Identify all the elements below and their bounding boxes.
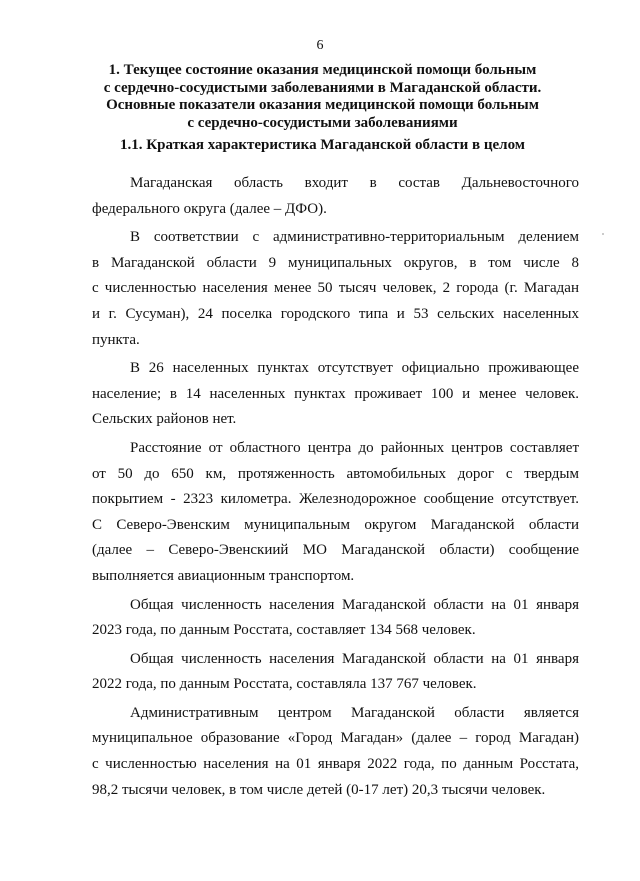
text-line: федерального округа (далее – ДФО).: [92, 200, 327, 217]
text-line: 2023 года, по данным Росстата, составляет 134 568 человек.: [92, 622, 476, 639]
text-line: от 50 до 650 км, протяженность автомобильных дорог с твердым: [92, 465, 579, 482]
paragraph: [92, 171, 579, 222]
paragraph: [92, 225, 579, 353]
text-line: 98,2 тысячи человек, в том числе детей (0-17 лет) 20,3 тысячи человек.: [92, 781, 546, 798]
body-text: [92, 171, 579, 806]
heading-line: с сердечно-сосудистыми заболеваниями в Магаданской области.: [103, 79, 542, 96]
text-line: выполняется авиационным транспортом.: [92, 567, 355, 584]
text-line: Расстояние от областного центра до районных центров составляет: [130, 439, 579, 456]
text-line: Сельских районов нет.: [92, 411, 237, 428]
text-line: В 26 населенных пунктах отсутствует официально проживающее: [130, 360, 579, 377]
subsection-heading: 1.1. Краткая характеристика Магаданской области в целом: [119, 137, 525, 153]
paragraph: [92, 593, 579, 644]
heading-line: Основные показатели оказания медицинской помощи больным: [106, 97, 539, 114]
text-line: Административным центром Магаданской области является: [130, 704, 579, 721]
text-line: с численностью населения менее 50 тысяч человек, 2 города (г. Магадан: [92, 280, 579, 297]
scan-mark: [602, 233, 604, 235]
text-line: муниципальное образование «Город Магадан» (далее – город Магадан): [92, 730, 579, 747]
paragraph: [92, 701, 579, 803]
paragraph: [92, 647, 579, 698]
text-line: (далее – Северо-Эвенскиий МО Магаданской области) сообщение: [92, 542, 579, 559]
page-number: 6: [316, 38, 324, 53]
text-line: население; в 14 населенных пунктах проживает 100 и менее человек.: [92, 385, 579, 402]
heading-line: 1. Текущее состояние оказания медицинской помощи больным: [108, 62, 537, 78]
text-line: пункта.: [92, 331, 140, 348]
text-line: в Магаданской области 9 муниципальных округов, в том числе 8: [92, 254, 579, 271]
heading-line: с сердечно-сосудистыми заболеваниями: [187, 114, 458, 131]
text-line: с численностью населения на 01 января 2022 года, по данным Росстата,: [92, 756, 579, 773]
text-line: Магаданская область входит в состав Дальневосточного: [130, 175, 579, 191]
text-line: Общая численность населения Магаданской области на 01 января: [130, 650, 579, 667]
paragraph: [92, 356, 579, 433]
paragraph: [92, 436, 579, 590]
text-line: покрытием - 2323 километра. Железнодорожное сообщение отсутствует.: [92, 491, 579, 508]
text-line: В соответствии с административно-территориальным делением: [130, 229, 579, 246]
section-heading: [70, 62, 575, 132]
text-line: 2022 года, по данным Росстата, составляла 137 767 человек.: [92, 676, 477, 693]
text-line: Общая численность населения Магаданской области на 01 января: [130, 596, 579, 613]
text-line: и г. Сусуман), 24 поселка городского типа и 53 сельских населенных: [92, 305, 579, 322]
text-line: С Северо-Эвенским муниципальным округом Магаданской области: [92, 516, 579, 533]
